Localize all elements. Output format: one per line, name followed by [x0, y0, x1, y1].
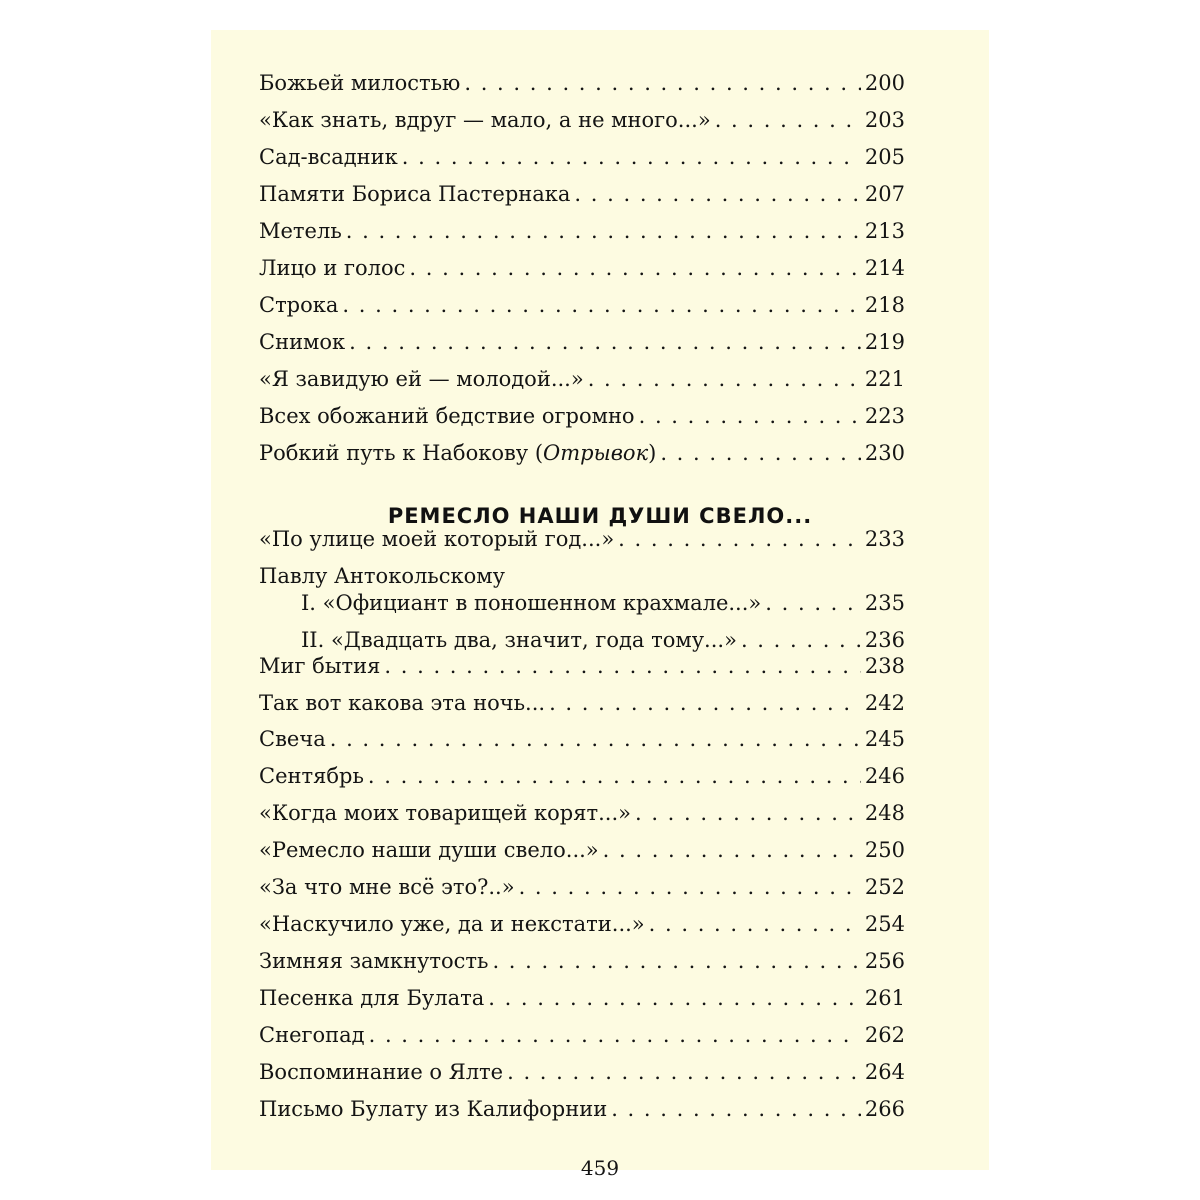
entry-title: Памяти Бориса Пастернака — [259, 182, 571, 206]
entry-title-start: Робкий путь к Набокову ( — [259, 441, 544, 465]
entry-title: Миг бытия — [259, 654, 381, 678]
entry-title-italic: Отрывок — [543, 441, 649, 465]
group-title: Павлу Антокольскому — [259, 564, 505, 588]
entry-page: 264 — [864, 1060, 905, 1084]
toc-entry — [259, 329, 905, 355]
toc-entry — [259, 218, 905, 244]
entry-title: «Наскучило уже, да и некстати...» — [259, 912, 645, 936]
dot-leader — [574, 181, 860, 207]
toc-entry — [259, 403, 905, 429]
entry-title: Свеча — [259, 727, 326, 751]
entry-title: «Как знать, вдруг — мало, а не много...» — [259, 108, 711, 132]
entry-title: I. «Официант в поношенном крахмале...» — [301, 591, 762, 615]
dot-leader — [342, 292, 860, 318]
entry-page: 242 — [864, 691, 905, 715]
toc-entry — [259, 366, 905, 392]
entry-title: Лицо и голос — [259, 256, 406, 280]
entry-title: Всех обожаний бедствие огромно — [259, 404, 635, 428]
dot-leader — [549, 690, 861, 716]
entry-title — [259, 440, 656, 466]
entry-title-end: ) — [648, 441, 657, 465]
entry-title: Песенка для Булата — [259, 986, 485, 1010]
dot-leader — [519, 874, 861, 900]
entry-title: Зимняя замкнутость — [259, 949, 489, 973]
entry-title: Снегопад — [259, 1023, 365, 1047]
dot-leader — [603, 837, 861, 863]
entry-page: 238 — [864, 654, 905, 678]
page-number: 459 — [580, 1156, 620, 1180]
entry-page: 223 — [864, 404, 905, 428]
entry-title: Строка — [259, 293, 339, 317]
toc-entry — [259, 440, 905, 466]
toc-entry — [259, 726, 905, 752]
entry-page: 236 — [864, 628, 905, 652]
entry-title: Божьей милостью — [259, 71, 461, 95]
toc-entry — [259, 1022, 905, 1048]
toc-entry — [259, 1096, 905, 1122]
dot-leader — [765, 590, 861, 616]
entry-page: 218 — [864, 293, 905, 317]
toc-entry — [259, 292, 905, 318]
entry-page: 207 — [864, 182, 905, 206]
toc-entry — [259, 144, 905, 170]
dot-leader — [346, 218, 861, 244]
entry-page: 235 — [864, 591, 905, 615]
entry-title: «Я завидую ей — молодой...» — [259, 367, 584, 391]
entry-page: 213 — [864, 219, 905, 243]
entry-page: 246 — [864, 764, 905, 788]
book-page — [211, 30, 989, 1180]
entry-page: 248 — [864, 801, 905, 825]
toc-entry — [259, 985, 905, 1011]
dot-leader — [635, 800, 861, 826]
dot-leader — [660, 440, 861, 466]
entry-page: 221 — [864, 367, 905, 391]
dot-leader — [715, 107, 861, 133]
dot-leader — [330, 726, 861, 752]
dot-leader — [488, 985, 861, 1011]
toc-entry — [259, 800, 905, 826]
entry-page: 233 — [864, 527, 905, 551]
toc-entry — [259, 181, 905, 207]
dot-leader — [649, 911, 861, 937]
toc-subentry — [301, 627, 905, 653]
dot-leader — [464, 70, 861, 96]
toc-entry — [259, 911, 905, 937]
entry-page: 254 — [864, 912, 905, 936]
entry-page: 252 — [864, 875, 905, 899]
entry-title: Воспоминание о Ялте — [259, 1060, 504, 1084]
toc-entry — [259, 653, 905, 679]
entry-title: «Ремесло наши души свело...» — [259, 838, 599, 862]
entry-page: 230 — [864, 441, 905, 465]
toc-subentry — [301, 590, 905, 616]
entry-title: Снимок — [259, 330, 346, 354]
entry-page: 262 — [864, 1023, 905, 1047]
toc-entry — [259, 837, 905, 863]
toc-entry — [259, 70, 905, 96]
dot-leader — [409, 255, 861, 281]
entry-page: 203 — [864, 108, 905, 132]
entry-page: 219 — [864, 330, 905, 354]
dot-leader — [507, 1059, 861, 1085]
toc-entry — [259, 107, 905, 133]
toc-entry — [259, 874, 905, 900]
entry-page: 250 — [864, 838, 905, 862]
entry-page: 205 — [864, 145, 905, 169]
entry-page: 261 — [864, 986, 905, 1010]
dot-leader — [618, 526, 861, 552]
entry-page: 266 — [864, 1097, 905, 1121]
dot-leader — [741, 627, 861, 653]
entry-title: Сад-всадник — [259, 145, 398, 169]
dot-leader — [402, 144, 861, 170]
entry-page: 256 — [864, 949, 905, 973]
entry-title: Метель — [259, 219, 342, 243]
entry-title: «По улице моей который год...» — [259, 527, 615, 551]
entry-title: «За что мне всё это?..» — [259, 875, 515, 899]
dot-leader — [369, 1022, 861, 1048]
section-heading: РЕМЕСЛО НАШИ ДУШИ СВЕЛО... — [387, 504, 813, 528]
dot-leader — [639, 403, 861, 429]
toc-entry — [259, 526, 905, 552]
toc-entry — [259, 255, 905, 281]
entry-title: Так вот какова эта ночь... — [259, 691, 546, 715]
dot-leader — [492, 948, 860, 974]
entry-title: Письмо Булату из Калифорнии — [259, 1097, 608, 1121]
toc-entry — [259, 763, 905, 789]
entry-page: 200 — [864, 71, 905, 95]
dot-leader — [588, 366, 861, 392]
entry-title: II. «Двадцать два, значит, года тому...» — [301, 628, 737, 652]
entry-page: 214 — [864, 256, 905, 280]
dot-leader — [611, 1096, 861, 1122]
toc-entry — [259, 1059, 905, 1085]
table-of-contents — [211, 30, 989, 1180]
entry-title: Сентябрь — [259, 764, 364, 788]
entry-title: «Когда моих товарищей корят...» — [259, 801, 631, 825]
toc-entry — [259, 948, 905, 974]
dot-leader — [349, 329, 861, 355]
dot-leader — [384, 653, 861, 679]
entry-page: 245 — [864, 727, 905, 751]
toc-entry — [259, 690, 905, 716]
dot-leader — [368, 763, 861, 789]
